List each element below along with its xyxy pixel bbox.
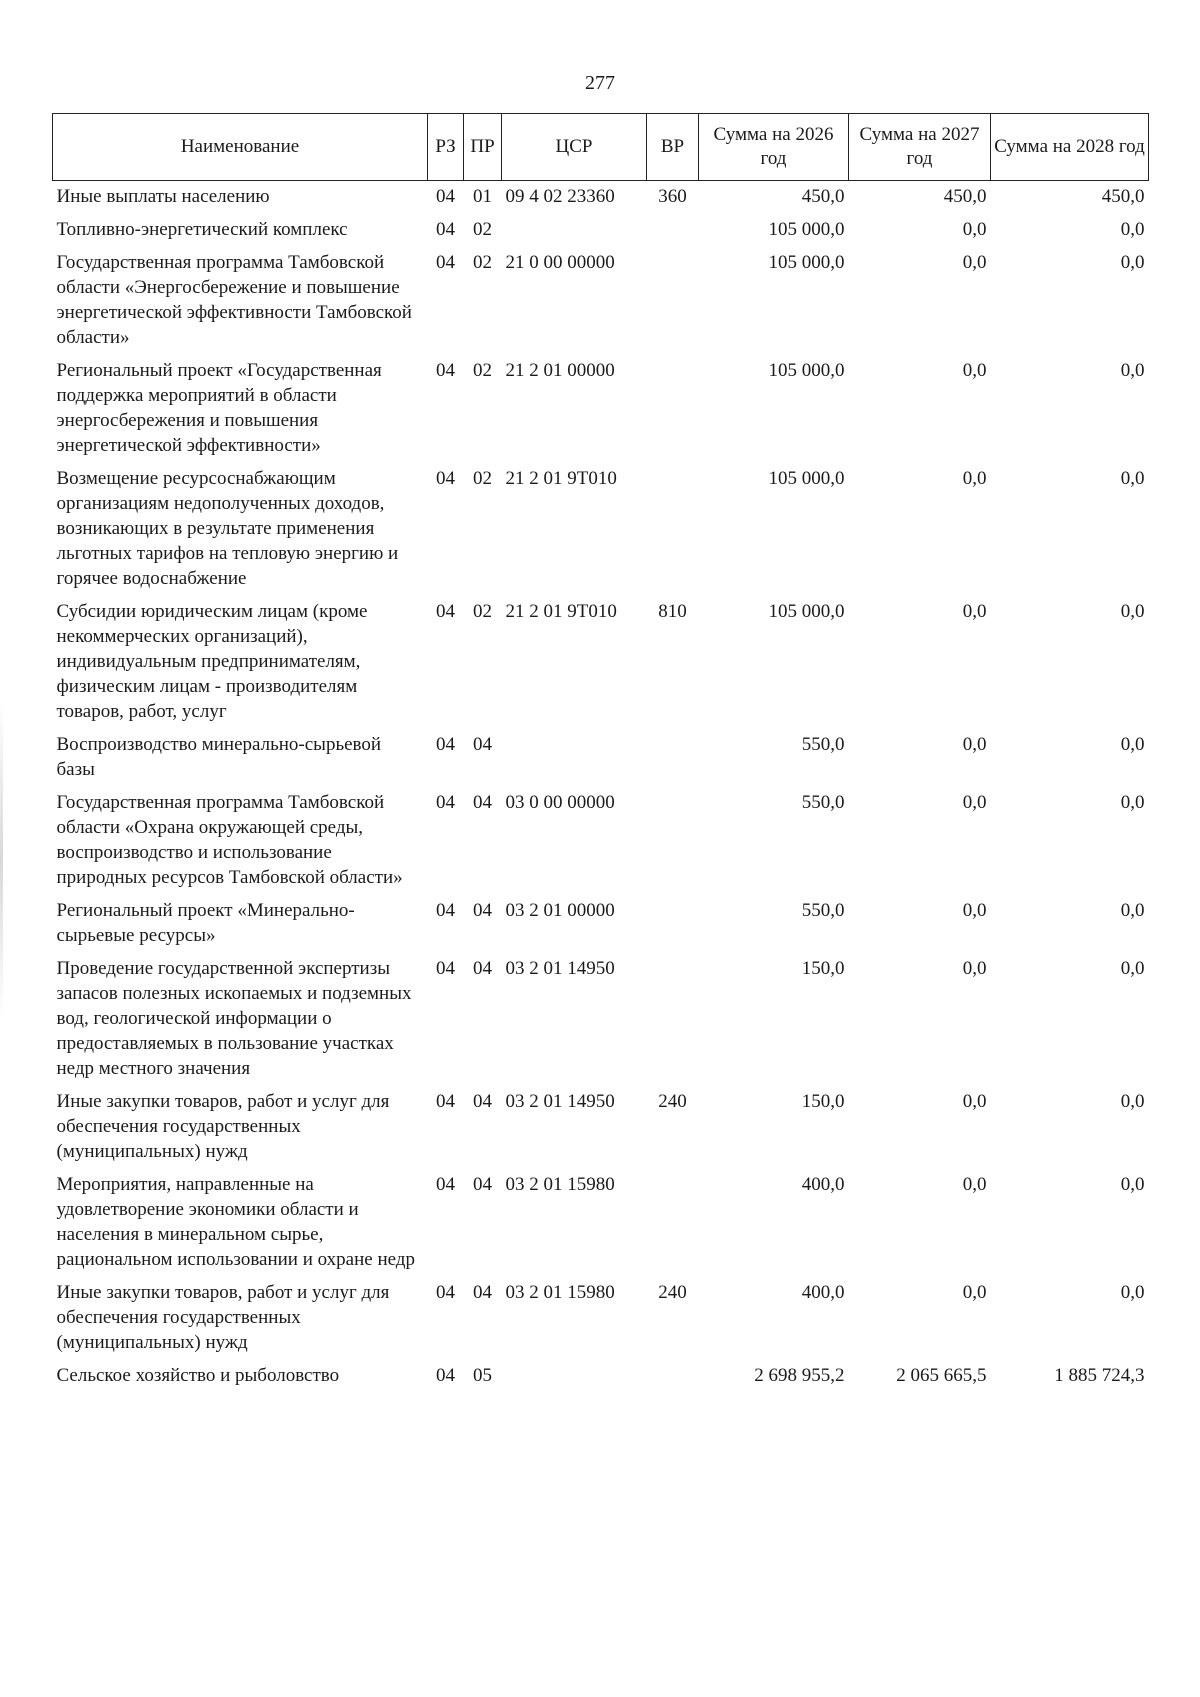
cell-sum-2028: 0,0 — [1120, 1091, 1145, 1112]
cell-vr — [647, 787, 699, 895]
cell-rz: 04 — [436, 1365, 455, 1386]
cell-sum-2026: 450,0 — [801, 186, 845, 207]
cell-name: Государственная программа Тамбовской области «Энергосбережение и повышение энергетической эффективности Тамбовской области» — [56, 252, 412, 348]
cell-pr: 04 — [473, 900, 492, 921]
cell-vr: 240 — [658, 1091, 687, 1112]
cell-csr: 03 2 01 14950 — [505, 1091, 615, 1112]
scan-edge-artifact — [0, 700, 3, 1020]
cell-sum-2028: 450,0 — [1101, 186, 1145, 207]
cell-rz: 04 — [436, 900, 455, 921]
cell-vr: 240 — [658, 1282, 687, 1303]
cell-vr — [647, 214, 699, 247]
cell-sum-2026: 400,0 — [801, 1174, 845, 1195]
cell-name: Региональный проект «Минерально-сырьевые ресурсы» — [56, 900, 355, 946]
header-pr: ПР — [464, 114, 502, 181]
cell-rz: 04 — [436, 1174, 455, 1195]
cell-csr — [502, 1360, 647, 1393]
cell-pr: 02 — [473, 252, 492, 273]
cell-vr — [647, 729, 699, 787]
cell-csr: 03 0 00 00000 — [505, 792, 615, 813]
cell-name: Региональный проект «Государственная поддержка мероприятий в области энергосбережения и повышения энергетической эффективности» — [56, 360, 382, 456]
cell-sum-2026: 550,0 — [801, 792, 845, 813]
header-vr: ВР — [647, 114, 699, 181]
cell-pr: 02 — [473, 360, 492, 381]
cell-name: Сельское хозяйство и рыболовство — [56, 1365, 340, 1386]
cell-sum-2027: 2 065 665,5 — [896, 1365, 987, 1386]
page-number: 277 — [585, 72, 615, 94]
cell-sum-2026: 150,0 — [801, 1091, 845, 1112]
header-sum-2028: Сумма на 2028 год — [991, 114, 1149, 181]
cell-pr: 02 — [473, 468, 492, 489]
cell-csr: 21 2 01 9Т010 — [505, 468, 617, 489]
cell-pr: 02 — [473, 601, 492, 622]
cell-sum-2028: 0,0 — [1120, 601, 1145, 622]
cell-sum-2026: 105 000,0 — [768, 219, 845, 240]
cell-sum-2028: 0,0 — [1120, 468, 1145, 489]
cell-name: Проведение государственной экспертизы запасов полезных ископаемых и подземных вод, геологической информации о предоставляемых в пользование участках недр местного значения — [56, 958, 412, 1079]
cell-csr: 03 2 01 14950 — [505, 958, 615, 979]
cell-sum-2028: 0,0 — [1120, 1282, 1145, 1303]
cell-rz: 04 — [436, 1091, 455, 1112]
cell-rz: 04 — [436, 734, 455, 755]
cell-name: Иные закупки товаров, работ и услуг для обеспечения государственных (муниципальных) нужд — [56, 1282, 390, 1353]
cell-vr: 810 — [658, 601, 687, 622]
cell-pr: 05 — [473, 1365, 492, 1386]
header-rz: РЗ — [428, 114, 464, 181]
cell-csr: 03 2 01 00000 — [505, 900, 615, 921]
cell-sum-2028: 0,0 — [1120, 792, 1145, 813]
cell-sum-2027: 0,0 — [962, 601, 987, 622]
cell-vr — [647, 463, 699, 596]
cell-csr: 09 4 02 23360 — [505, 186, 615, 207]
cell-name: Иные выплаты населению — [56, 186, 270, 207]
table-row — [53, 1169, 1149, 1277]
table-row — [53, 953, 1149, 1086]
cell-vr — [647, 355, 699, 463]
cell-sum-2028: 0,0 — [1120, 900, 1145, 921]
cell-vr: 360 — [658, 186, 687, 207]
cell-csr: 03 2 01 15980 — [505, 1174, 615, 1195]
cell-vr — [647, 953, 699, 1086]
table-row — [53, 247, 1149, 355]
cell-sum-2026: 150,0 — [801, 958, 845, 979]
table-body — [53, 181, 1149, 1394]
cell-csr: 03 2 01 15980 — [505, 1282, 615, 1303]
cell-pr: 04 — [473, 1091, 492, 1112]
cell-sum-2027: 0,0 — [962, 958, 987, 979]
cell-sum-2026: 550,0 — [801, 734, 845, 755]
cell-pr: 02 — [473, 219, 492, 240]
cell-pr: 04 — [473, 1174, 492, 1195]
cell-sum-2026: 105 000,0 — [768, 601, 845, 622]
table-row — [53, 355, 1149, 463]
header-sum-2027: Сумма на 2027 год — [849, 114, 991, 181]
cell-rz: 04 — [436, 186, 455, 207]
table-header-row — [53, 114, 1149, 181]
table-row — [53, 1277, 1149, 1360]
cell-sum-2026: 105 000,0 — [768, 468, 845, 489]
cell-sum-2026: 550,0 — [801, 900, 845, 921]
cell-sum-2027: 0,0 — [962, 792, 987, 813]
cell-sum-2027: 0,0 — [962, 1282, 987, 1303]
cell-sum-2026: 2 698 955,2 — [754, 1365, 845, 1386]
table-row — [53, 787, 1149, 895]
table-row — [53, 1086, 1149, 1169]
cell-pr: 04 — [473, 792, 492, 813]
budget-table — [52, 113, 1149, 1393]
cell-sum-2027: 0,0 — [962, 252, 987, 273]
cell-sum-2027: 450,0 — [943, 186, 987, 207]
cell-sum-2026: 105 000,0 — [768, 252, 845, 273]
cell-sum-2028: 0,0 — [1120, 1174, 1145, 1195]
cell-sum-2027: 0,0 — [962, 734, 987, 755]
cell-name: Мероприятия, направленные на удовлетворение экономики области и населения в минеральном сырье, рациональном использовании и охране недр — [56, 1174, 415, 1270]
cell-pr: 04 — [473, 1282, 492, 1303]
cell-rz: 04 — [436, 468, 455, 489]
cell-sum-2027: 0,0 — [962, 900, 987, 921]
cell-vr — [647, 1169, 699, 1277]
table-row — [53, 596, 1149, 729]
cell-pr: 04 — [473, 958, 492, 979]
table-row — [53, 463, 1149, 596]
table-row — [53, 895, 1149, 953]
cell-rz: 04 — [436, 958, 455, 979]
header-name: Наименование — [53, 114, 428, 181]
cell-rz: 04 — [436, 1282, 455, 1303]
cell-vr — [647, 1360, 699, 1393]
cell-name: Иные закупки товаров, работ и услуг для обеспечения государственных (муниципальных) нужд — [56, 1091, 390, 1162]
cell-sum-2028: 0,0 — [1120, 219, 1145, 240]
cell-csr: 21 0 00 00000 — [505, 252, 615, 273]
cell-csr: 21 2 01 9Т010 — [505, 601, 617, 622]
cell-sum-2028: 1 885 724,3 — [1054, 1365, 1145, 1386]
cell-sum-2028: 0,0 — [1120, 958, 1145, 979]
cell-pr: 04 — [473, 734, 492, 755]
cell-sum-2027: 0,0 — [962, 219, 987, 240]
cell-sum-2028: 0,0 — [1120, 252, 1145, 273]
cell-sum-2026: 400,0 — [801, 1282, 845, 1303]
cell-rz: 04 — [436, 360, 455, 381]
cell-sum-2028: 0,0 — [1120, 360, 1145, 381]
cell-rz: 04 — [436, 219, 455, 240]
cell-name: Топливно-энергетический комплекс — [56, 219, 348, 240]
cell-rz: 04 — [436, 252, 455, 273]
cell-sum-2027: 0,0 — [962, 1091, 987, 1112]
cell-name: Субсидии юридическим лицам (кроме некоммерческих организаций), индивидуальным предпринимателям, физическим лицам - производителям товаров, работ, услуг — [56, 601, 368, 722]
header-csr: ЦСР — [502, 114, 647, 181]
cell-vr — [647, 247, 699, 355]
cell-name: Государственная программа Тамбовской области «Охрана окружающей среды, воспроизводство и использование природных ресурсов Тамбовской области» — [56, 792, 403, 888]
cell-csr: 21 2 01 00000 — [505, 360, 615, 381]
header-sum-2026: Сумма на 2026 год — [699, 114, 849, 181]
cell-sum-2028: 0,0 — [1120, 734, 1145, 755]
cell-csr — [502, 214, 647, 247]
table-row — [53, 214, 1149, 247]
cell-pr: 01 — [473, 186, 492, 207]
cell-sum-2027: 0,0 — [962, 1174, 987, 1195]
table-row — [53, 1360, 1149, 1393]
cell-vr — [647, 895, 699, 953]
cell-name: Воспроизводство минерально-сырьевой базы — [56, 734, 382, 780]
table-row — [53, 729, 1149, 787]
cell-name: Возмещение ресурсоснабжающим организациям недополученных доходов, возникающих в результате применения льготных тарифов на тепловую энергию и горячее водоснабжение — [56, 468, 399, 589]
cell-rz: 04 — [436, 601, 455, 622]
cell-csr — [502, 729, 647, 787]
cell-sum-2026: 105 000,0 — [768, 360, 845, 381]
table-row — [53, 181, 1149, 215]
cell-sum-2027: 0,0 — [962, 360, 987, 381]
cell-rz: 04 — [436, 792, 455, 813]
cell-sum-2027: 0,0 — [962, 468, 987, 489]
